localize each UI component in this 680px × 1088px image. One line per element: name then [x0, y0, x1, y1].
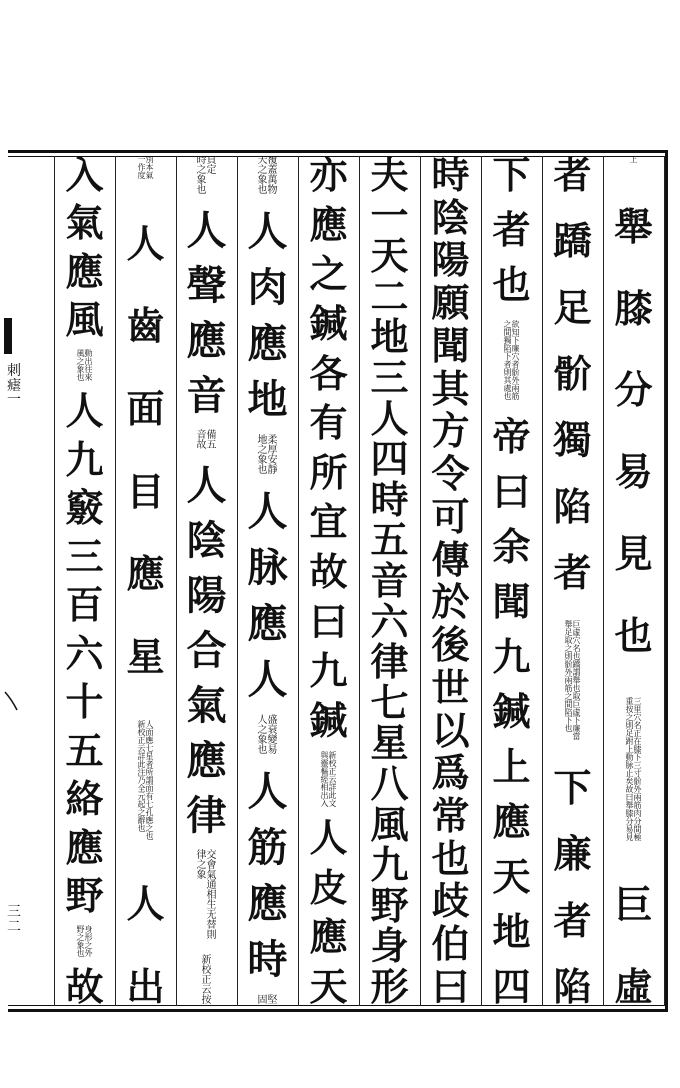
main-char: 絡 — [65, 776, 104, 822]
main-char: 陰 — [186, 517, 227, 564]
main-char: 人 — [186, 462, 227, 509]
main-char: 陽 — [186, 572, 227, 619]
main-char: 廉 — [553, 831, 592, 877]
main-char: 地 — [492, 909, 531, 954]
column-rule — [359, 156, 360, 1006]
annotation — [258, 716, 278, 756]
annotation-line-left: 固 — [257, 995, 268, 1006]
main-char: 者 — [492, 207, 531, 252]
main-char: 曰 — [309, 598, 348, 644]
annotation-line-left: 人 之 象 也 — [257, 715, 268, 756]
main-char: 方 — [431, 408, 470, 454]
main-char: 四 — [370, 436, 409, 482]
main-char: 膝 — [614, 285, 653, 331]
main-char: 者 — [553, 550, 592, 596]
annotation — [138, 721, 154, 841]
annotation-line-right: 欲 知 下 廉 穴 者 骱 外 兩 筋 — [511, 320, 520, 401]
annotation-line-left: 風 之 象 也 — [76, 348, 85, 382]
annotation-line-right: 動 出 往 來 — [84, 348, 93, 382]
main-char: 亦 — [309, 156, 348, 197]
main-char: 以 — [431, 707, 470, 753]
main-char: 於 — [431, 579, 470, 625]
annotation-line-right: 身 形 之 外 — [84, 924, 93, 958]
main-char: 地 — [247, 376, 288, 423]
main-char: 形 — [370, 963, 409, 1006]
main-char: 帝 — [492, 414, 531, 459]
main-char: 八 — [370, 760, 409, 806]
main-char: 故 — [65, 963, 104, 1006]
annotation-line-left: 新 校 正 云 詳 此 注 乃 全 元 起 之 辭 也 — [137, 719, 146, 833]
column-rule — [664, 156, 665, 1006]
annotation — [321, 752, 337, 808]
main-char: 入 — [65, 156, 104, 197]
text-column — [300, 156, 357, 1006]
main-char: 百 — [65, 582, 104, 628]
main-char: 人 — [309, 815, 348, 861]
main-char: 蹻 — [553, 218, 592, 264]
annotation — [565, 621, 581, 741]
annotation-line-left: 天 之 象 也 — [257, 156, 268, 196]
annotation-line-right: 上 — [629, 156, 638, 164]
annotation-line-left: 時 之 象 也 — [196, 156, 207, 196]
main-char: 曰 — [492, 469, 531, 514]
fishtail-mark — [4, 318, 12, 354]
main-char: 聞 — [431, 322, 470, 368]
main-char: 人 — [126, 881, 165, 927]
main-char: 天 — [309, 964, 348, 1006]
main-char: 七 — [370, 679, 409, 725]
main-char: 陷 — [553, 963, 592, 1006]
annotation-line-right: 新 校 正 云 按 — [201, 955, 212, 1006]
annotation-line-left: 重 按 之 則 足 跗 上 動 脉 止 矣 故 曰 舉 膝 分 易 見 — [625, 697, 634, 843]
column-rule — [542, 156, 543, 1006]
main-char: 虛 — [614, 963, 653, 1006]
main-char: 所 — [309, 449, 348, 495]
annotation — [258, 436, 278, 476]
main-char: 陽 — [431, 237, 470, 283]
main-char: 皮 — [309, 864, 348, 910]
annotation-line-right: 人 面 應 七 星 者 所 謂 面 有 七 孔 應 之 也 — [145, 719, 154, 841]
main-char: 竅 — [65, 485, 104, 531]
main-char: 曰 — [431, 963, 470, 1006]
main-char: 後 — [431, 622, 470, 668]
text-column — [605, 156, 662, 1006]
annotation — [138, 156, 154, 180]
main-char: 常 — [431, 793, 470, 839]
annotation-line-right: 堅 — [267, 995, 278, 1006]
main-char: 應 — [65, 248, 104, 294]
column-rule — [176, 156, 177, 1006]
annotation — [630, 156, 638, 164]
main-char: 人 — [247, 488, 288, 535]
main-char: 九 — [492, 634, 531, 679]
annotation-line-right: 覆 蓋 萬 物 — [267, 156, 278, 196]
main-char: 星 — [126, 633, 165, 679]
main-char: 人 — [370, 395, 409, 441]
column-rule — [481, 156, 482, 1006]
annotation-line-left: 音 故 — [196, 430, 207, 451]
text-column — [117, 156, 174, 1006]
main-char: 面 — [126, 385, 165, 431]
main-char: 四 — [492, 964, 531, 1006]
main-char: 應 — [247, 880, 288, 927]
main-char: 六 — [370, 598, 409, 644]
main-char: 聞 — [492, 579, 531, 624]
main-char: 氣 — [65, 200, 104, 246]
main-char: 人 — [247, 768, 288, 815]
column-rule — [420, 156, 421, 1006]
main-char: 一 — [370, 192, 409, 238]
main-char: 時 — [247, 936, 288, 983]
main-char: 上 — [492, 744, 531, 789]
main-char: 應 — [126, 551, 165, 597]
annotation — [77, 926, 93, 958]
annotation-line-left: 律 之 象 — [196, 850, 207, 881]
annotation — [202, 956, 212, 1006]
main-char: 巨 — [614, 882, 653, 928]
main-char: 者 — [553, 897, 592, 943]
main-char: 應 — [186, 317, 227, 364]
annotation-line-right: 貞 定 — [206, 156, 217, 176]
main-char: 星 — [370, 720, 409, 766]
annotation — [197, 851, 217, 941]
page-number: 三 二 — [7, 904, 21, 935]
main-char: 陷 — [553, 483, 592, 529]
main-char: 九 — [65, 436, 104, 482]
main-char: 傳 — [431, 536, 470, 582]
page-margin — [0, 150, 12, 1012]
main-char: 令 — [431, 451, 470, 497]
main-char: 時 — [431, 156, 470, 197]
main-char: 三 — [65, 533, 104, 579]
annotation — [504, 321, 520, 401]
annotation-line-right: 巨 虛 穴 名 也 蹻 謂 舉 也 取 巨 虛 下 廉 當 — [572, 619, 581, 741]
main-char: 人 — [186, 207, 227, 254]
main-char: 也 — [492, 262, 531, 307]
main-char: 九 — [370, 842, 409, 888]
annotation-line-left: 舉 足 取 之 則 骱 外 兩 筋 之 間 陷 下 也 — [564, 619, 573, 733]
main-char: 鍼 — [492, 689, 531, 734]
main-char: 易 — [614, 449, 653, 495]
column-rule — [603, 156, 604, 1006]
main-char: 分 — [614, 367, 653, 413]
text-column — [56, 156, 113, 1006]
text-column — [239, 156, 296, 1006]
main-char: 之 — [309, 251, 348, 297]
main-char: 人 — [126, 220, 165, 266]
main-char: 風 — [65, 297, 104, 343]
column-rule — [115, 156, 116, 1006]
annotation-line-left: 一 作 度 — [137, 156, 146, 180]
annotation-line-right: 交 會 氣 通 相 生 无 替 則 — [206, 850, 217, 941]
fold-mark — [4, 690, 18, 712]
main-char: 五 — [370, 517, 409, 563]
main-char: 故 — [309, 549, 348, 594]
main-char: 齒 — [126, 303, 165, 349]
annotation — [197, 431, 217, 451]
main-char: 願 — [431, 280, 470, 326]
main-char: 地 — [370, 314, 409, 360]
main-char: 下 — [492, 156, 531, 197]
main-char: 天 — [370, 233, 409, 279]
main-char: 應 — [247, 600, 288, 647]
main-char: 脉 — [247, 544, 288, 591]
main-char: 人 — [65, 388, 104, 434]
annotation — [258, 996, 278, 1006]
main-char: 宜 — [309, 499, 348, 545]
main-char: 各 — [309, 350, 348, 396]
main-char: 伯 — [431, 921, 470, 967]
main-char: 音 — [370, 557, 409, 603]
main-char: 應 — [492, 799, 531, 844]
main-char: 可 — [431, 493, 470, 539]
main-char: 野 — [370, 882, 409, 928]
main-char: 應 — [186, 737, 227, 784]
main-char: 律 — [370, 639, 409, 685]
main-char: 音 — [186, 372, 227, 419]
main-char: 身 — [370, 923, 409, 969]
annotation-line-left: 野 之 象 也 — [76, 924, 85, 958]
main-char: 二 — [370, 273, 409, 319]
page-edge-title: 刺 瘧 一 — [7, 363, 21, 409]
main-char: 十 — [65, 679, 104, 725]
main-char: 聲 — [186, 262, 227, 309]
main-char: 也 — [431, 835, 470, 881]
annotation-line-right: 備 五 — [206, 430, 217, 451]
main-char: 氣 — [186, 682, 227, 729]
main-char: 見 — [614, 530, 653, 576]
main-char: 其 — [431, 365, 470, 411]
annotation — [77, 350, 93, 382]
main-char: 鍼 — [309, 300, 348, 346]
main-char: 五 — [65, 727, 104, 773]
main-char: 應 — [65, 824, 104, 870]
main-char: 野 — [65, 873, 104, 919]
annotation — [197, 156, 217, 196]
main-char: 鍼 — [309, 697, 348, 743]
column-rule — [54, 156, 55, 1006]
main-char: 下 — [553, 764, 592, 810]
main-char: 出 — [126, 963, 165, 1006]
annotation-line-left: 之 間 獨 陷 下 者 則 其 處 也 — [503, 320, 512, 401]
main-char: 風 — [370, 801, 409, 847]
main-char: 目 — [126, 468, 165, 514]
main-char: 時 — [370, 476, 409, 522]
annotation-line-right: 三 里 穴 名 正 在 膝 下 三 寸 骱 外 兩 筋 肉 分 間 極 — [633, 697, 642, 843]
main-char: 者 — [553, 156, 592, 197]
text-column — [178, 156, 235, 1006]
main-char: 律 — [186, 792, 227, 839]
annotation-line-right: 新 校 正 云 詳 此 文 — [328, 750, 337, 808]
column-rule — [298, 156, 299, 1006]
main-char: 九 — [309, 648, 348, 694]
main-char: 陰 — [431, 194, 470, 240]
main-char: 筋 — [247, 824, 288, 871]
text-column — [361, 156, 418, 1006]
main-char: 夫 — [370, 156, 409, 197]
main-char: 合 — [186, 627, 227, 674]
main-char: 六 — [65, 630, 104, 676]
column-rule — [237, 156, 238, 1006]
main-char: 余 — [492, 524, 531, 569]
annotation — [626, 698, 642, 842]
main-char: 人 — [247, 208, 288, 255]
main-char: 足 — [553, 284, 592, 330]
annotation — [258, 156, 278, 196]
main-char: 舉 — [614, 203, 653, 249]
main-char: 也 — [614, 612, 653, 658]
main-char: 獨 — [553, 417, 592, 463]
text-column — [483, 156, 540, 1006]
main-char: 世 — [431, 664, 470, 710]
main-char: 應 — [247, 320, 288, 367]
main-char: 骱 — [553, 351, 592, 397]
text-column — [544, 156, 601, 1006]
annotation-line-left: 地 之 象 也 — [257, 435, 268, 476]
annotation-line-right: 盛 衰 變 易 — [267, 715, 278, 756]
main-char: 應 — [309, 914, 348, 960]
annotation-line-right: 柔 厚 安 靜 — [267, 435, 278, 476]
annotation-line-left: 與 靈 樞 經 相 出 入 — [320, 750, 329, 808]
main-char: 爲 — [431, 750, 470, 796]
main-char: 有 — [309, 400, 348, 446]
text-column — [422, 156, 479, 1006]
main-char: 歧 — [431, 878, 470, 924]
main-char: 肉 — [247, 264, 288, 311]
main-char: 人 — [247, 656, 288, 703]
annotation-line-right: 別 本 氣 — [145, 156, 154, 180]
main-char: 應 — [309, 201, 348, 247]
main-char: 三 — [370, 354, 409, 400]
main-char: 天 — [492, 854, 531, 899]
